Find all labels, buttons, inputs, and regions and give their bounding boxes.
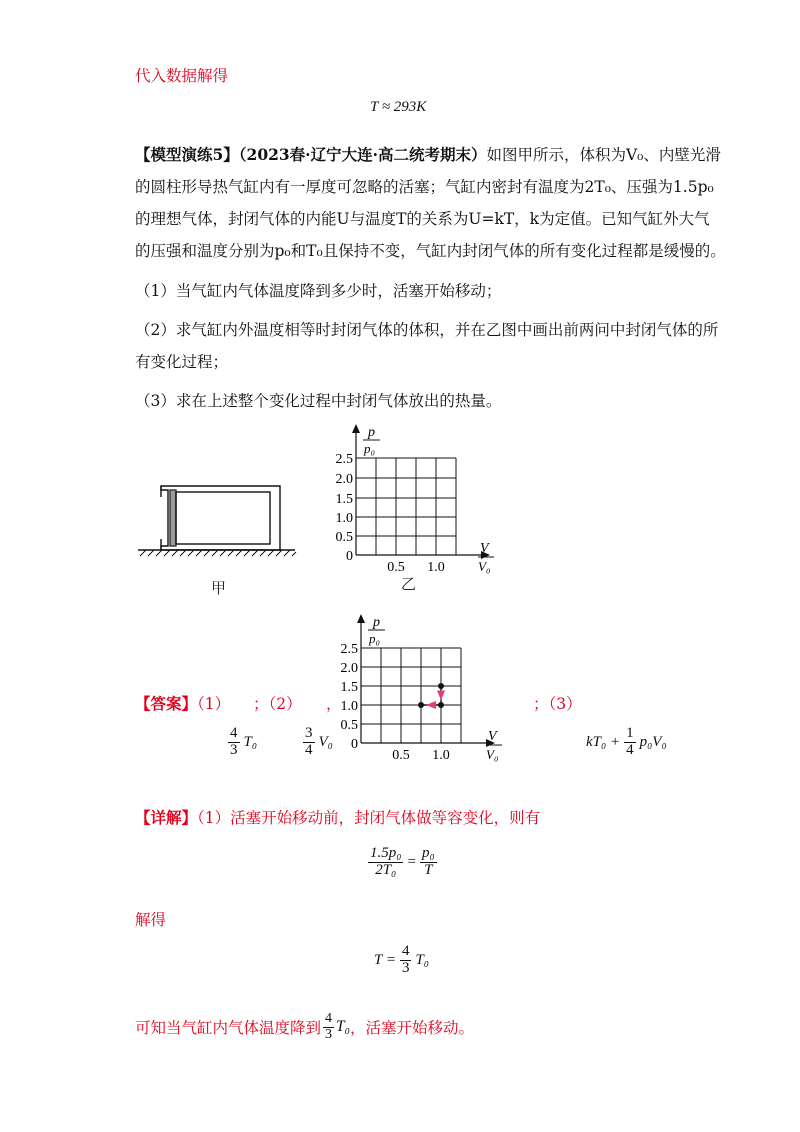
answer-line bbox=[135, 692, 230, 714]
answer-x-denominator: V₀ bbox=[486, 747, 499, 762]
grid-figure-empty bbox=[320, 420, 520, 590]
question-1: （1）当气缸内气体温度降到多少时，活塞开始移动； bbox=[135, 282, 502, 300]
y-tick: 1.5 bbox=[335, 492, 353, 507]
state-point bbox=[438, 683, 444, 689]
answer-part1: （1） bbox=[197, 695, 231, 713]
answer-y-tick: 1.5 bbox=[340, 680, 358, 695]
answer-3-expression bbox=[586, 726, 667, 759]
solution-den: 3 bbox=[401, 959, 410, 976]
answer-1-num: 4 bbox=[230, 725, 238, 741]
answer-y-tick: 2.5 bbox=[340, 642, 358, 657]
conclusion-line bbox=[135, 1012, 474, 1042]
temperature-solution bbox=[374, 944, 429, 977]
answer-2-num: 3 bbox=[305, 725, 313, 741]
answer-2-den: 4 bbox=[305, 741, 313, 758]
cylinder-figure bbox=[130, 470, 300, 580]
x-tick: 0.5 bbox=[387, 560, 405, 575]
answer-y-tick: 0.5 bbox=[340, 718, 358, 733]
process-path bbox=[418, 683, 445, 709]
state-point bbox=[438, 702, 444, 708]
solution-var: T₀ bbox=[415, 951, 430, 968]
y-axis-numerator: p bbox=[368, 425, 375, 440]
answer-1-expression bbox=[228, 726, 257, 759]
x-axis-denominator: V₀ bbox=[478, 559, 491, 574]
result-temperature: T ≈ 293K bbox=[370, 99, 427, 115]
conclusion-post: ，活塞开始移动。 bbox=[350, 1019, 475, 1038]
isochoric-equation bbox=[368, 846, 437, 879]
solution-lhs: T = bbox=[374, 951, 396, 968]
solution-num: 4 bbox=[401, 943, 410, 959]
answer-3-prefix: kT₀ + bbox=[586, 733, 621, 750]
answer-x-tick: 1.0 bbox=[432, 748, 450, 763]
question-3: （3）求在上述整个变化过程中封闭气体放出的热量。 bbox=[135, 392, 502, 410]
answer-y-denominator: p₀ bbox=[369, 631, 381, 646]
answer-x-numerator: V bbox=[488, 729, 497, 744]
y-tick: 0 bbox=[346, 549, 353, 564]
answer-tag: 【答案】 bbox=[135, 694, 198, 713]
question-2b: 有变化过程； bbox=[135, 353, 229, 371]
answer-y-tick: 2.0 bbox=[340, 661, 358, 676]
figure-yi-caption: 乙 bbox=[401, 575, 417, 593]
answer-3-var: p₀V₀ bbox=[639, 733, 667, 750]
solve-intro: 代入数据解得 bbox=[135, 67, 229, 85]
answer-y-tick: 1.0 bbox=[340, 699, 358, 714]
answer-2-expression bbox=[303, 726, 333, 759]
x-axis-numerator: V bbox=[480, 541, 489, 556]
detail-tag: 【详解】 bbox=[135, 808, 198, 827]
answer-3-den: 4 bbox=[626, 741, 634, 758]
eq-equals: = bbox=[407, 853, 416, 870]
y-tick: 0.5 bbox=[335, 530, 353, 545]
problem-line-4: 的压强和温度分别为p₀和T₀且保持不变，气缸内封闭气体的所有变化过程都是缓慢的。 bbox=[135, 242, 726, 260]
answer-3-num: 1 bbox=[626, 725, 634, 741]
conclusion-pre: 可知当气缸内气体温度降到 bbox=[135, 1019, 322, 1038]
y-tick: 2.0 bbox=[335, 472, 353, 487]
problem-line-2: 的圆柱形导热气缸内有一厚度可忽略的活塞；气缸内密封有温度为2T₀、压强为1.5p₀ bbox=[135, 178, 714, 196]
eq-right-den: T bbox=[424, 861, 433, 878]
process-arrow bbox=[426, 701, 436, 709]
conclusion-num: 4 bbox=[325, 1011, 333, 1026]
y-tick: 1.0 bbox=[335, 511, 353, 526]
eq-left-den: 2T₀ bbox=[375, 861, 397, 878]
answer-2-var: V₀ bbox=[318, 733, 333, 750]
state-point bbox=[418, 702, 424, 708]
problem-line-1 bbox=[135, 143, 721, 165]
answer-y-numerator: p bbox=[373, 615, 380, 630]
x-tick: 1.0 bbox=[427, 560, 445, 575]
answer-sep-1: ；（2） bbox=[253, 695, 302, 713]
problem-tag: 【模型演练5】 bbox=[135, 145, 239, 164]
problem-source: （2023春·辽宁大连·高二统考期末） bbox=[238, 145, 487, 164]
conclusion-den: 3 bbox=[325, 1026, 333, 1042]
eq-left-num: 1.5p₀ bbox=[370, 845, 402, 861]
question-2a: （2）求气缸内外温度相等时封闭气体的体积，并在乙图中画出前两问中封闭气体的所 bbox=[135, 321, 719, 339]
detail-line bbox=[135, 806, 540, 828]
answer-chart bbox=[325, 612, 525, 772]
problem-text-1: 如图甲所示，体积为V₀、内壁光滑 bbox=[486, 146, 721, 164]
answer-sep-3: ；（3） bbox=[533, 695, 582, 713]
y-axis-denominator: p₀ bbox=[364, 441, 376, 456]
answer-y-tick: 0 bbox=[351, 737, 358, 752]
answer-1-den: 3 bbox=[230, 741, 238, 758]
y-tick: 2.5 bbox=[335, 452, 353, 467]
answer-x-tick: 0.5 bbox=[392, 748, 410, 763]
eq-right-num: p₀ bbox=[421, 845, 435, 861]
problem-line-3: 的理想气体，封闭气体的内能U与温度T的关系为U=kT，k为定值。已知气缸外大气 bbox=[135, 210, 710, 228]
solve-label: 解得 bbox=[135, 911, 167, 929]
figure-jia-caption: 甲 bbox=[211, 579, 227, 597]
answer-1-var: T₀ bbox=[243, 733, 258, 750]
conclusion-var: T₀ bbox=[336, 1018, 351, 1036]
process-arrow bbox=[437, 691, 445, 701]
detail-text: （1）活塞开始移动前，封闭气体做等容变化，则有 bbox=[197, 809, 541, 827]
answer-sep-2: ， bbox=[326, 695, 342, 713]
